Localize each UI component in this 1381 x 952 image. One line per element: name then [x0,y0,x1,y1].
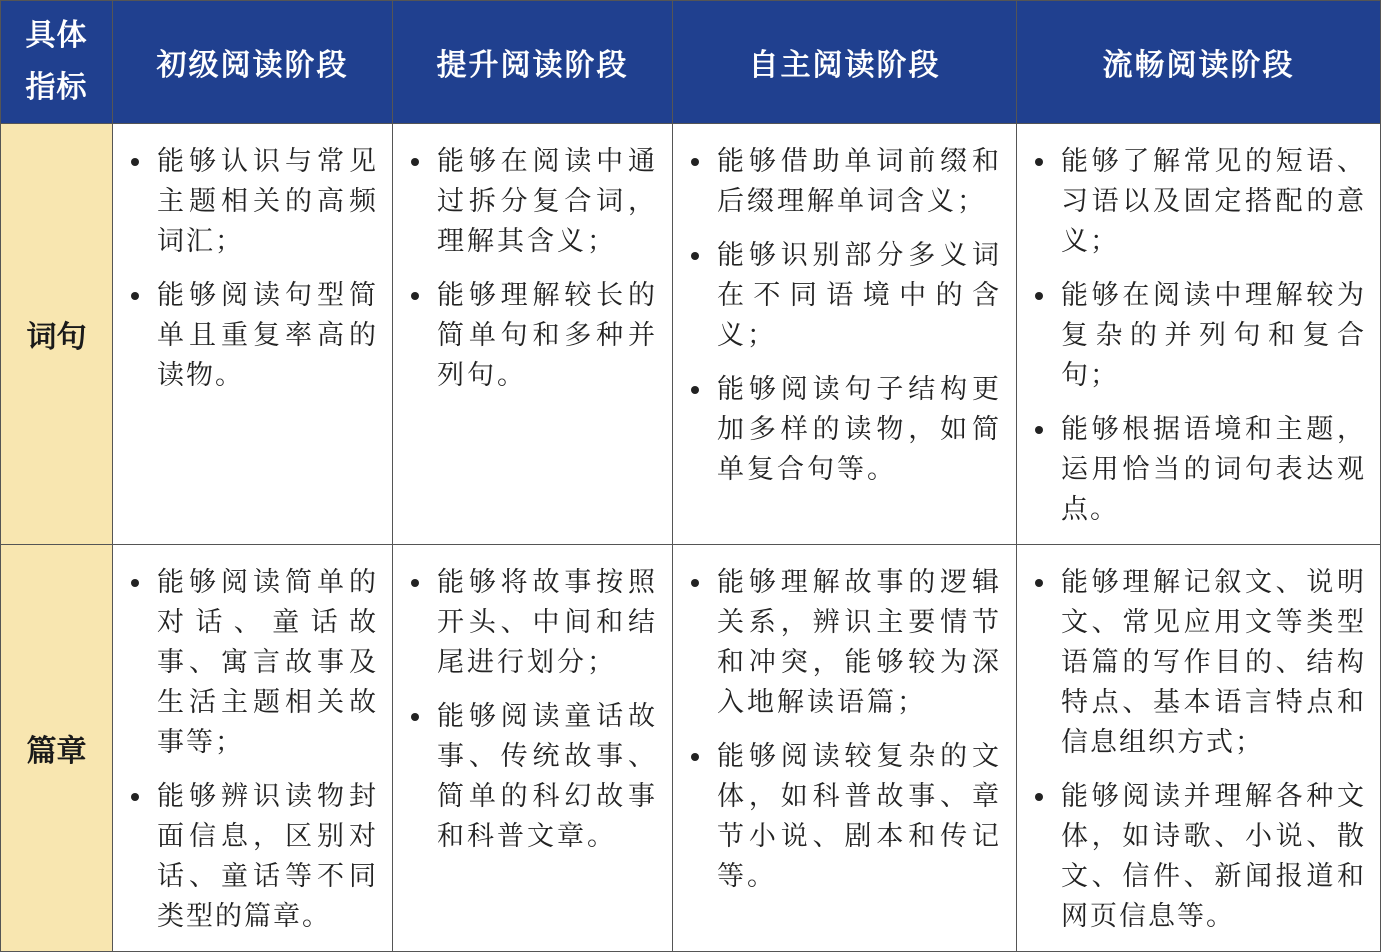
cell-words-stage1 [113,124,393,545]
list-item: 能够阅读童话故事、传统故事、简单的科幻故事和科普文章。 [411,697,658,857]
cell-discourse-stage4 [1017,545,1381,952]
cell-words-stage4 [1017,124,1381,545]
list-item: 能够将故事按照开头、中间和结尾进行划分； [411,563,658,683]
list-item: 能够阅读较复杂的文体，如科普故事、章节小说、剧本和传记等。 [691,737,1002,897]
cell-words-stage3 [673,124,1017,545]
list-item: 能够借助单词前缀和后缀理解单词含义； [691,142,1002,222]
cell-discourse-stage2 [393,545,673,952]
corner-header-line1: 具体 [25,18,88,53]
list-item: 能够辨识读物封面信息，区别对话、童话等不同类型的篇章。 [131,777,378,937]
cell-discourse-stage3 [673,545,1017,952]
list-item: 能够阅读句型简单且重复率高的读物。 [131,276,378,396]
stage-header-4: 流畅阅读阶段 [1017,1,1381,124]
stage-header-1: 初级阅读阶段 [113,1,393,124]
cell-words-stage2 [393,124,673,545]
list-item: 能够根据语境和主题，运用恰当的词句表达观点。 [1035,410,1366,530]
list-item: 能够认识与常见主题相关的高频词汇； [131,142,378,262]
list-item: 能够阅读并理解各种文体，如诗歌、小说、散文、信件、新闻报道和网页信息等。 [1035,777,1366,937]
row-discourse [1,545,1381,952]
list-item: 能够理解记叙文、说明文、常见应用文等类型语篇的写作目的、结构特点、基本语言特点和信息组织方式； [1035,563,1366,763]
list-item: 能够理解故事的逻辑关系，辨识主要情节和冲突，能够较为深入地解读语篇； [691,563,1002,723]
list-item: 能够了解常见的短语、习语以及固定搭配的意义； [1035,142,1366,262]
list-item: 能够理解较长的简单句和多种并列句。 [411,276,658,396]
list-item: 能够在阅读中通过拆分复合词，理解其含义； [411,142,658,262]
header-row [1,1,1381,124]
row-header-words-sentences: 词句 [1,124,113,545]
cell-discourse-stage1 [113,545,393,952]
row-words-sentences [1,124,1381,545]
list-item: 能够阅读简单的对话、童话故事、寓言故事及生活主题相关故事等； [131,563,378,763]
corner-header-line2: 指标 [25,70,88,105]
list-item: 能够识别部分多义词在不同语境中的含义； [691,236,1002,356]
stage-header-3: 自主阅读阶段 [673,1,1017,124]
corner-header [1,1,113,124]
stage-header-2: 提升阅读阶段 [393,1,673,124]
list-item: 能够阅读句子结构更加多样的读物，如简单复合句等。 [691,370,1002,490]
row-header-discourse: 篇章 [1,545,113,952]
list-item: 能够在阅读中理解较为复杂的并列句和复合句； [1035,276,1366,396]
